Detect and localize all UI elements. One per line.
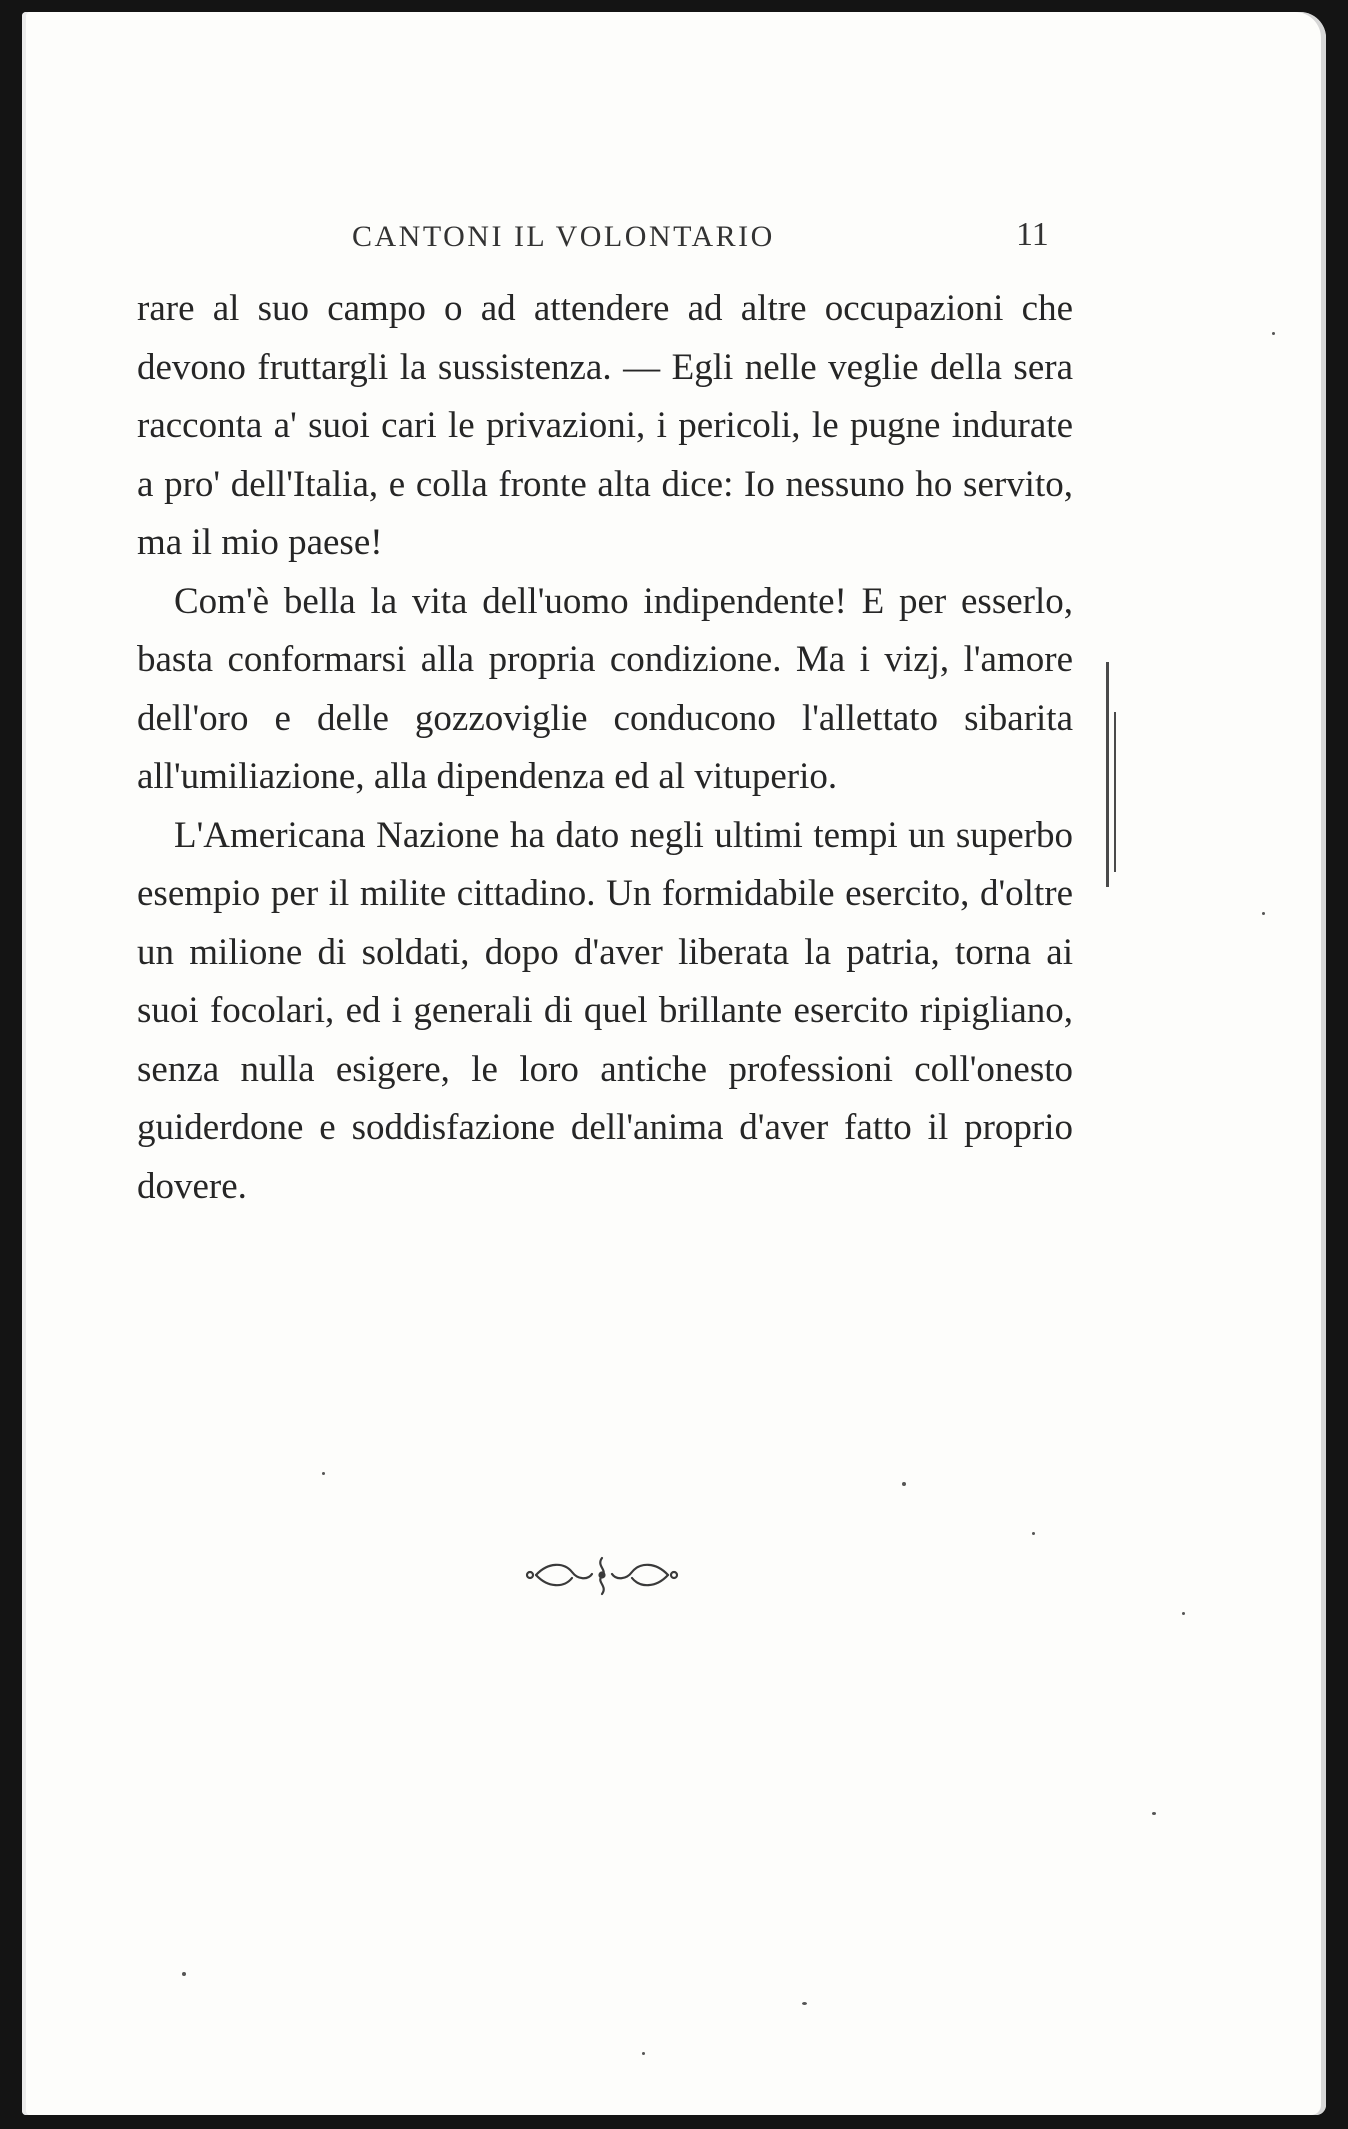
print-speck	[902, 1482, 906, 1486]
print-speck	[322, 1472, 325, 1475]
print-speck	[802, 2002, 807, 2005]
print-speck	[1272, 332, 1275, 335]
body-text	[137, 280, 1073, 1216]
running-head	[22, 216, 1326, 260]
book-page	[22, 12, 1326, 2115]
page-number: 11	[1016, 216, 1049, 253]
paragraph-2: Com'è bella la vita dell'uomo indipendente! E per esserlo, basta conformarsi alla propria condizione. Ma i vizj, l'amore dell'oro e delle gozzoviglie conducono l'allettato sibarita all'umiliazione, alla dipendenza ed al vituperio.	[137, 580, 1073, 797]
margin-rule-line	[1114, 712, 1116, 872]
print-speck	[1032, 1532, 1035, 1535]
fleuron-ornament-icon	[522, 1552, 682, 1598]
margin-rule-line	[1106, 662, 1109, 887]
print-speck	[1152, 1812, 1156, 1815]
paragraph-1: rare al suo campo o ad attendere ad altre occupazioni che devono fruttargli la sussistenza. — Egli nelle veglie della sera racconta a' suoi cari le privazioni, i pericoli, le pugne indurate a pro' dell'Italia, e colla fronte alta dice: Io nessuno ho servito, ma il mio paese!	[137, 288, 1073, 563]
paragraph-3: L'Americana Nazione ha dato negli ultimi tempi un superbo esempio per il milite cittadino. Un formidabile esercito, d'oltre un milione di soldati, dopo d'aver liberata la patria, torna ai suoi focolari, ed i generali di quel brillante esercito ripigliano, senza nulla esigere, le loro antiche professioni coll'onesto guiderdone e soddisfazione dell'anima d'aver fatto il proprio dovere.	[137, 814, 1073, 1207]
print-speck	[1182, 1612, 1185, 1615]
print-speck	[1262, 912, 1265, 915]
print-speck	[642, 2052, 645, 2055]
print-speck	[182, 1972, 186, 1976]
running-title: CANTONI IL VOLONTARIO	[352, 220, 775, 253]
